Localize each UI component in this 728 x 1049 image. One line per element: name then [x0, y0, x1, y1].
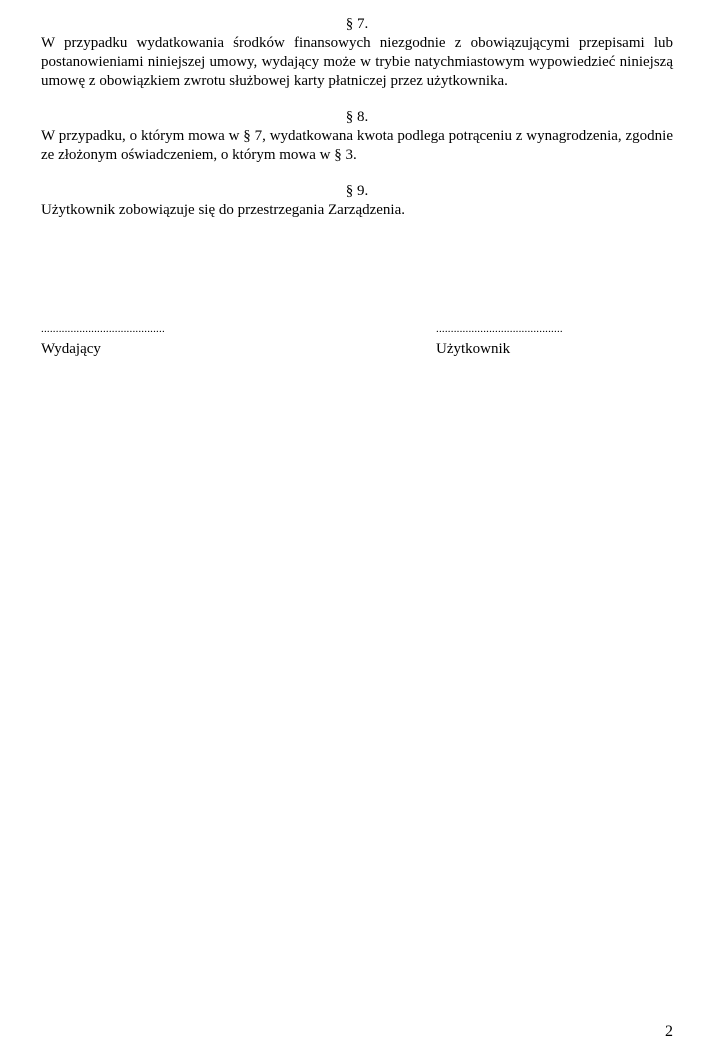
page-number: 2: [665, 1023, 673, 1040]
section-9-text: Użytkownik zobowiązuje się do przestrzegania Zarządzenia.: [41, 202, 405, 218]
user-signature-line: ...........................................: [436, 323, 563, 335]
issuer-signature-line: ..........................................: [41, 323, 165, 335]
document-body: [41, 15, 673, 237]
section-7: [41, 15, 673, 91]
user-label: Użytkownik: [436, 341, 511, 357]
section-8-text: W przypadku, o którym mowa w § 7, wydatkowana kwota podlega potrąceniu z wynagrodzenia, zgodnie ze złożonym oświadczeniem, o którym mowa w § 3.: [41, 128, 673, 163]
issuer-label: Wydający: [41, 341, 101, 357]
section-7-text: W przypadku wydatkowania środków finansowych niezgodnie z obowiązującymi przepisami lub postanowieniami niniejszej umowy, wydający może w trybie natychmiastowym wypowiedzieć niniejszą umowę z obowiązkiem zwrotu służbowej karty płatniczej przez użytkownika.: [41, 35, 673, 89]
section-7-heading: § 7.: [345, 16, 369, 32]
user-signature: [436, 322, 563, 359]
issuer-signature: [41, 322, 165, 359]
section-8: [41, 108, 673, 165]
section-9-heading: § 9.: [345, 183, 369, 199]
section-8-heading: § 8.: [345, 109, 369, 125]
signature-block: [41, 322, 673, 362]
section-9: [41, 182, 673, 220]
